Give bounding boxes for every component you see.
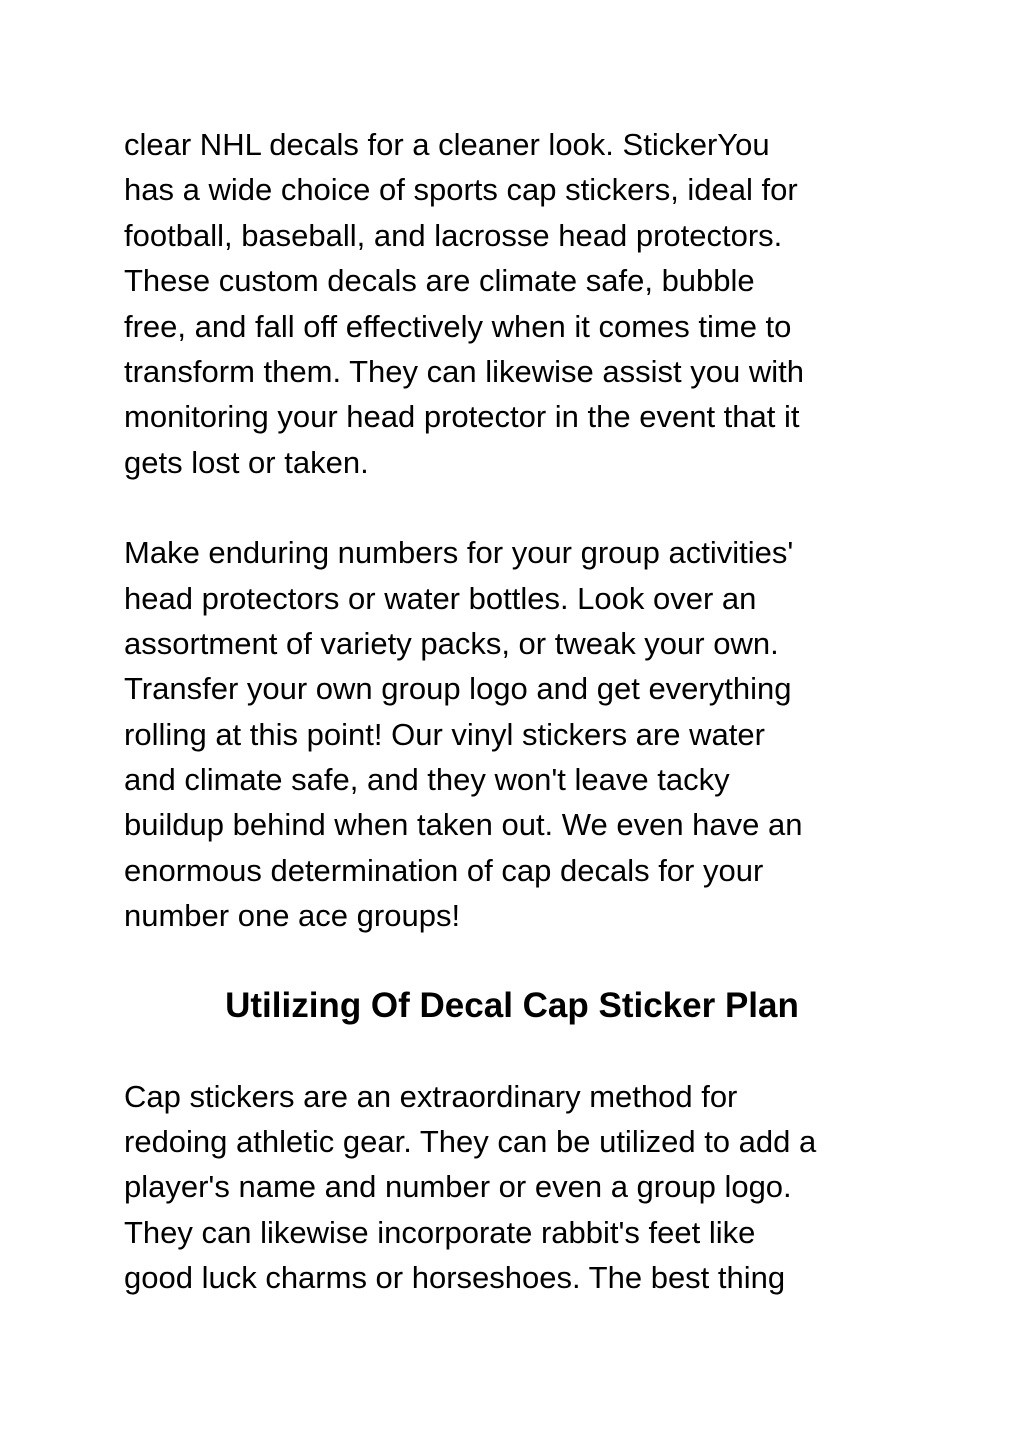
text-line: Cap stickers are an extraordinary method for [124,1078,738,1114]
text-line: player's name and number or even a group logo. [124,1169,792,1205]
text-line: buildup behind when taken out. We even have an [124,807,803,843]
text-line: football, baseball, and lacrosse head protectors. [124,217,783,253]
text-line: Make enduring numbers for your group activities' [124,535,794,571]
paragraph-3 [124,1074,914,1301]
section-heading: Utilizing Of Decal Cap Sticker Plan [225,985,799,1025]
text-line: good luck charms or horseshoes. The best thing [124,1260,786,1296]
text-line: and climate safe, and they won't leave tacky [124,762,730,798]
text-line: has a wide choice of sports cap stickers, ideal for [124,172,798,208]
text-line: clear NHL decals for a cleaner look. StickerYou [124,127,770,162]
text-line: transform them. They can likewise assist you with [124,353,804,389]
text-line: gets lost or taken. [124,444,369,480]
text-line: enormous determination of cap decals for your [124,852,764,888]
document-page [124,122,914,1301]
text-line: Transfer your own group logo and get everything [124,671,792,707]
text-line: free, and fall off effectively when it comes time to [124,308,792,344]
paragraph-1 [124,122,914,485]
text-line: monitoring your head protector in the event that it [124,399,800,435]
text-line: assortment of variety packs, or tweak your own. [124,625,779,661]
text-line: redoing athletic gear. They can be utilized to add a [124,1124,817,1160]
text-line: number one ace groups! [124,898,461,934]
text-line: head protectors or water bottles. Look over an [124,580,757,616]
paragraph-2 [124,530,914,939]
text-line: They can likewise incorporate rabbit's feet like [124,1214,756,1250]
text-line: rolling at this point! Our vinyl stickers are water [124,716,765,752]
text-line: These custom decals are climate safe, bubble [124,263,755,299]
